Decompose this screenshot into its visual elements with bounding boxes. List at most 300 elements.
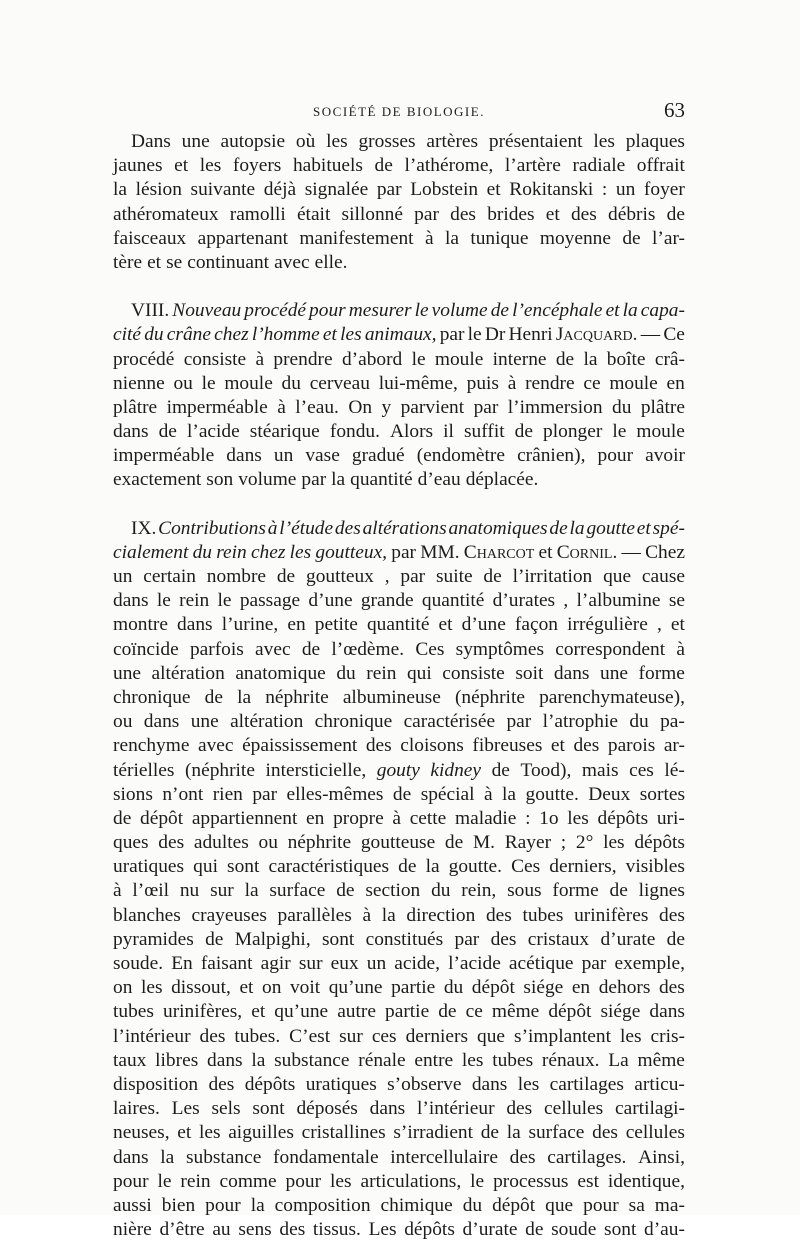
word: procédé xyxy=(244,300,306,322)
word: vase xyxy=(305,445,340,467)
word: derniers, xyxy=(549,856,617,878)
word: de xyxy=(392,783,412,805)
word: processus xyxy=(493,1170,569,1192)
word: les xyxy=(603,832,625,854)
word: sont xyxy=(227,856,260,878)
word: un xyxy=(113,566,133,587)
word: appartenant xyxy=(197,227,289,249)
word: rein xyxy=(179,590,210,612)
word: au xyxy=(212,1219,231,1241)
word: des xyxy=(158,832,185,854)
word: M. xyxy=(472,832,496,854)
running-title: SOCIÉTÉ DE BIOLOGIE. xyxy=(313,104,485,119)
word: le xyxy=(157,1170,172,1192)
word: composition xyxy=(274,1194,371,1216)
word: signalée xyxy=(304,179,369,201)
word: La xyxy=(608,1049,629,1071)
word: (néphrite xyxy=(454,686,525,708)
word: le xyxy=(467,324,482,346)
word: habituels xyxy=(292,155,363,177)
word: dans xyxy=(471,1073,508,1095)
word: la xyxy=(506,1122,521,1144)
word: laires. xyxy=(113,1098,160,1120)
text-line xyxy=(113,686,685,710)
text-line xyxy=(113,372,685,396)
word: où xyxy=(295,131,316,152)
word: l’artère xyxy=(504,155,561,177)
word: intersticielle, xyxy=(265,759,367,781)
word: articu- xyxy=(634,1073,685,1095)
word: anatomiques xyxy=(448,517,548,539)
word: pa- xyxy=(660,711,685,733)
word: de xyxy=(549,517,568,539)
word: coïncide xyxy=(113,638,179,660)
word: spé- xyxy=(652,517,685,539)
word: à xyxy=(392,807,401,829)
word: en xyxy=(306,807,325,829)
word: les xyxy=(461,1049,484,1071)
word: de xyxy=(666,928,685,950)
word: rendre xyxy=(525,372,575,394)
word: en xyxy=(571,977,591,999)
word: la xyxy=(425,856,440,878)
word: Les xyxy=(368,1219,397,1241)
word: plâtre xyxy=(640,396,685,418)
paragraph xyxy=(113,130,685,275)
word: tubes xyxy=(522,904,564,926)
word: du xyxy=(281,372,301,394)
word: En xyxy=(171,953,193,974)
word: des xyxy=(485,904,512,926)
paragraph xyxy=(113,299,685,493)
word: d’urate xyxy=(600,928,656,950)
word: Dr xyxy=(484,324,506,346)
word: sur xyxy=(210,880,234,902)
word: l’acide xyxy=(448,953,501,974)
word: cris- xyxy=(650,1025,685,1047)
word: imperméable xyxy=(166,396,268,418)
word: cialement xyxy=(113,541,189,563)
word: une xyxy=(600,662,628,684)
word: foyer xyxy=(643,179,685,201)
word: pour xyxy=(597,445,634,467)
word: d’urates xyxy=(492,590,556,612)
text-line xyxy=(113,855,685,879)
word: de xyxy=(622,227,641,249)
word: chimique xyxy=(380,1194,453,1216)
word: voit xyxy=(289,977,321,999)
word: mesurer xyxy=(348,300,412,322)
word: des xyxy=(573,735,600,757)
word: d’au- xyxy=(644,1219,685,1241)
word: du xyxy=(462,1194,483,1216)
word: débris xyxy=(608,203,656,225)
word: (endomètre xyxy=(416,445,505,467)
word: tubes. xyxy=(234,1025,281,1047)
word: par xyxy=(376,179,402,201)
word: et xyxy=(177,1122,192,1144)
text-line xyxy=(113,1049,685,1073)
word: parenchymateuse), xyxy=(539,686,685,708)
word: sions xyxy=(113,783,153,805)
word: par xyxy=(252,783,278,805)
word: tère xyxy=(113,251,143,273)
word: Ces xyxy=(415,638,445,660)
word: nienne xyxy=(113,372,165,394)
word: eux xyxy=(330,953,359,974)
word: l’œil xyxy=(132,880,170,902)
word: imperméable xyxy=(113,445,215,467)
word: adultes xyxy=(193,832,249,854)
word: les xyxy=(198,1122,221,1144)
word: volume xyxy=(238,469,297,491)
word: se xyxy=(668,590,685,612)
word: térielles xyxy=(113,759,175,781)
word: pour xyxy=(583,1194,619,1216)
word: montre xyxy=(113,614,168,636)
word: même xyxy=(491,1001,540,1023)
word: articulations, xyxy=(360,1170,462,1192)
word: le xyxy=(414,300,429,322)
word: radiale xyxy=(572,155,626,177)
text-line xyxy=(113,662,685,686)
word: les xyxy=(289,541,312,563)
word: ce xyxy=(583,372,601,394)
word: dépôt xyxy=(140,807,184,829)
word: sa xyxy=(628,1194,645,1216)
word: nu xyxy=(179,880,200,902)
word: plâtre xyxy=(113,396,158,418)
word: la xyxy=(244,880,259,902)
word: identique, xyxy=(607,1170,685,1192)
word: par xyxy=(506,711,532,733)
word: l’homme xyxy=(251,324,320,346)
word: l’étude xyxy=(279,517,334,539)
text-line xyxy=(113,976,685,1000)
word: kidney xyxy=(430,759,482,781)
word: y xyxy=(381,396,392,418)
word: dépôt xyxy=(471,977,515,999)
word: la xyxy=(569,517,585,539)
word: dans xyxy=(226,445,262,467)
word: Charcot xyxy=(463,541,535,563)
word: des xyxy=(570,203,597,225)
text-line xyxy=(113,831,685,855)
word: soude. xyxy=(113,953,164,974)
word: dans xyxy=(113,590,149,612)
word: le xyxy=(411,348,426,370)
word: sortes xyxy=(639,783,685,805)
word: irrégulière xyxy=(567,614,648,636)
text-line xyxy=(113,227,685,251)
word: cité xyxy=(113,324,141,346)
text-line xyxy=(113,396,685,420)
word: dissout, xyxy=(171,977,231,999)
word: pour xyxy=(113,1170,149,1192)
word: des xyxy=(199,1025,226,1047)
word: du xyxy=(144,324,164,346)
word: épaississement xyxy=(242,735,358,757)
word: et xyxy=(538,541,553,563)
word: pyramides xyxy=(113,928,194,950)
page-number: 63 xyxy=(664,98,685,122)
word: tubes xyxy=(113,1001,154,1023)
word: dépôts xyxy=(404,1219,455,1241)
word: ques xyxy=(113,832,149,854)
word: les xyxy=(593,131,615,152)
word: des xyxy=(506,1098,533,1120)
word: Chez xyxy=(645,541,685,563)
word: dans xyxy=(177,614,213,636)
word: acétique xyxy=(508,953,574,974)
word: la xyxy=(622,300,638,322)
word: dans xyxy=(113,421,149,443)
word: section xyxy=(365,880,421,902)
word: renchyme xyxy=(113,735,190,757)
word: substance xyxy=(185,1146,262,1168)
word: , xyxy=(384,566,390,587)
word: MM. xyxy=(420,541,460,563)
text-line xyxy=(113,952,685,976)
word: Deux xyxy=(588,783,631,805)
word: d’eau xyxy=(417,469,461,491)
word: albumineuse xyxy=(342,686,441,708)
word: chez xyxy=(214,324,249,346)
word: qu’une xyxy=(274,1001,329,1023)
word: l’intérieur xyxy=(113,1025,191,1047)
word: quantité xyxy=(421,590,485,612)
body-text xyxy=(113,130,685,1242)
word: la xyxy=(331,469,346,491)
word: de xyxy=(609,880,628,902)
word: goutte xyxy=(586,517,635,539)
word: et xyxy=(486,179,501,201)
word: de xyxy=(483,566,502,587)
word: la xyxy=(250,1194,265,1216)
word: de xyxy=(398,856,417,878)
text-line xyxy=(113,299,685,323)
word: cartilagi- xyxy=(615,1098,685,1120)
word: constitués xyxy=(365,928,444,950)
word: uri- xyxy=(656,807,685,829)
text-line xyxy=(113,541,685,565)
word: la xyxy=(237,686,252,708)
word: par xyxy=(581,953,607,974)
word: blanches xyxy=(113,904,181,926)
text-line xyxy=(113,1170,685,1194)
word: rein xyxy=(180,1170,211,1192)
word: , xyxy=(563,590,569,612)
word: néphrite xyxy=(287,832,352,854)
word: suivante xyxy=(190,179,256,201)
word: l’irritation xyxy=(512,566,593,587)
text-line xyxy=(113,154,685,178)
word: (néphrite xyxy=(184,759,255,781)
word: prendre xyxy=(273,348,333,370)
word: ce xyxy=(465,1001,483,1023)
word: rein xyxy=(366,662,397,684)
word: Henri xyxy=(508,324,553,346)
word: soit xyxy=(515,662,544,684)
word: dans xyxy=(113,1146,149,1168)
word: comme xyxy=(219,1170,277,1192)
word: s’observe xyxy=(387,1073,462,1095)
word: par xyxy=(439,324,465,346)
word: des xyxy=(659,904,685,926)
word: la xyxy=(502,783,517,805)
word: d’abord xyxy=(341,348,403,370)
text-line xyxy=(113,1097,685,1121)
word: une xyxy=(190,711,219,733)
word: avec xyxy=(198,735,234,757)
word: un xyxy=(366,953,387,974)
word: de xyxy=(336,880,355,902)
word: du xyxy=(192,541,212,563)
word: VIII. xyxy=(131,300,170,322)
word: correspondent xyxy=(555,638,666,660)
word: son xyxy=(206,469,234,491)
word: disposition xyxy=(113,1073,199,1095)
word: s’irradient xyxy=(393,1122,474,1144)
word: de xyxy=(204,686,223,708)
word: derniers xyxy=(405,1025,469,1047)
word: des xyxy=(279,1219,306,1241)
word: forme xyxy=(638,662,685,684)
word: cristallines xyxy=(301,1122,386,1144)
word: d’urate xyxy=(462,1219,518,1241)
word: sillonné xyxy=(341,203,403,225)
word: IX. xyxy=(131,517,157,539)
word: Malpighi, xyxy=(234,928,311,950)
word: dépôts xyxy=(597,807,649,829)
word: cette xyxy=(409,807,447,829)
word: caractérisée xyxy=(403,711,496,733)
text-line xyxy=(113,444,685,468)
word: Dans xyxy=(131,131,171,152)
word: chez xyxy=(250,541,286,563)
word: fibreuses xyxy=(472,735,543,757)
word: les xyxy=(567,807,589,829)
text-line xyxy=(113,710,685,734)
word: ar- xyxy=(663,735,685,757)
word: 2° xyxy=(575,832,594,854)
word: un xyxy=(615,179,636,201)
word: à xyxy=(483,783,493,805)
word: dans xyxy=(207,1049,243,1071)
word: des xyxy=(334,517,361,539)
word: et xyxy=(550,735,565,757)
word: sont xyxy=(252,1098,285,1120)
word: spécial xyxy=(420,783,475,805)
word: — xyxy=(621,541,641,563)
word: le xyxy=(156,590,171,612)
word: par xyxy=(301,469,327,491)
text-line xyxy=(113,130,685,154)
word: ou xyxy=(173,372,193,394)
word: que xyxy=(603,566,632,587)
word: les xyxy=(619,1025,642,1047)
word: rénale xyxy=(358,1049,406,1071)
word: les xyxy=(140,977,163,999)
word: était xyxy=(296,203,331,225)
word: puis xyxy=(466,372,499,394)
word: athéromateux xyxy=(113,203,219,225)
word: de xyxy=(158,421,177,443)
word: la xyxy=(583,348,598,370)
word: des xyxy=(450,203,476,225)
word: petite xyxy=(314,614,358,636)
word: ou xyxy=(258,832,278,854)
word: la xyxy=(381,904,396,926)
word: les xyxy=(517,1073,540,1095)
word: sont xyxy=(604,1219,637,1241)
word: cause xyxy=(641,566,685,587)
word: d’une xyxy=(461,614,506,636)
word: ces xyxy=(371,1025,397,1047)
word: acide, xyxy=(394,953,440,974)
word: d’une xyxy=(308,590,353,612)
word: uratiques xyxy=(113,856,185,878)
word: interne xyxy=(492,348,547,370)
word: avoir xyxy=(645,445,685,467)
word: du xyxy=(431,880,451,902)
word: Cornil. xyxy=(556,541,618,563)
word: de xyxy=(490,300,510,322)
word: capa- xyxy=(640,300,685,322)
word: sont xyxy=(321,928,355,950)
text-line xyxy=(113,178,685,202)
text-line xyxy=(113,589,685,613)
word: suite xyxy=(435,566,473,587)
word: parallèles xyxy=(277,904,352,926)
word: dehors xyxy=(598,977,651,999)
word: et xyxy=(545,203,560,225)
word: lé- xyxy=(664,759,685,781)
word: intercellulaire xyxy=(390,1146,498,1168)
text-line xyxy=(113,783,685,807)
word: manifestement xyxy=(299,227,414,249)
word: par xyxy=(454,928,480,950)
word: Contributions xyxy=(158,517,266,539)
text-line xyxy=(113,759,685,783)
word: Ce xyxy=(663,324,685,346)
word: l’encéphale xyxy=(512,300,603,322)
word: et xyxy=(239,977,254,999)
word: rein, xyxy=(461,880,497,902)
word: symptômes xyxy=(455,638,544,660)
word: taux xyxy=(113,1049,147,1071)
word: certain xyxy=(143,566,196,587)
text-line xyxy=(113,1194,685,1218)
text-line xyxy=(113,565,685,589)
running-head xyxy=(113,100,685,126)
word: on xyxy=(113,977,133,999)
word: Rayer xyxy=(504,832,552,854)
word: lignes xyxy=(638,880,685,902)
word: fondu. xyxy=(329,421,380,443)
word: on xyxy=(262,977,282,999)
word: goutte. xyxy=(448,856,502,878)
word: parfois xyxy=(189,638,244,660)
word: plonger xyxy=(543,421,603,443)
word: grosses xyxy=(358,131,416,152)
word: des xyxy=(592,1122,618,1144)
word: crâ- xyxy=(654,348,685,370)
word: Les xyxy=(171,1098,200,1120)
word: bien xyxy=(161,1194,196,1216)
word: plaques xyxy=(625,131,685,152)
word: ramolli xyxy=(229,203,286,225)
